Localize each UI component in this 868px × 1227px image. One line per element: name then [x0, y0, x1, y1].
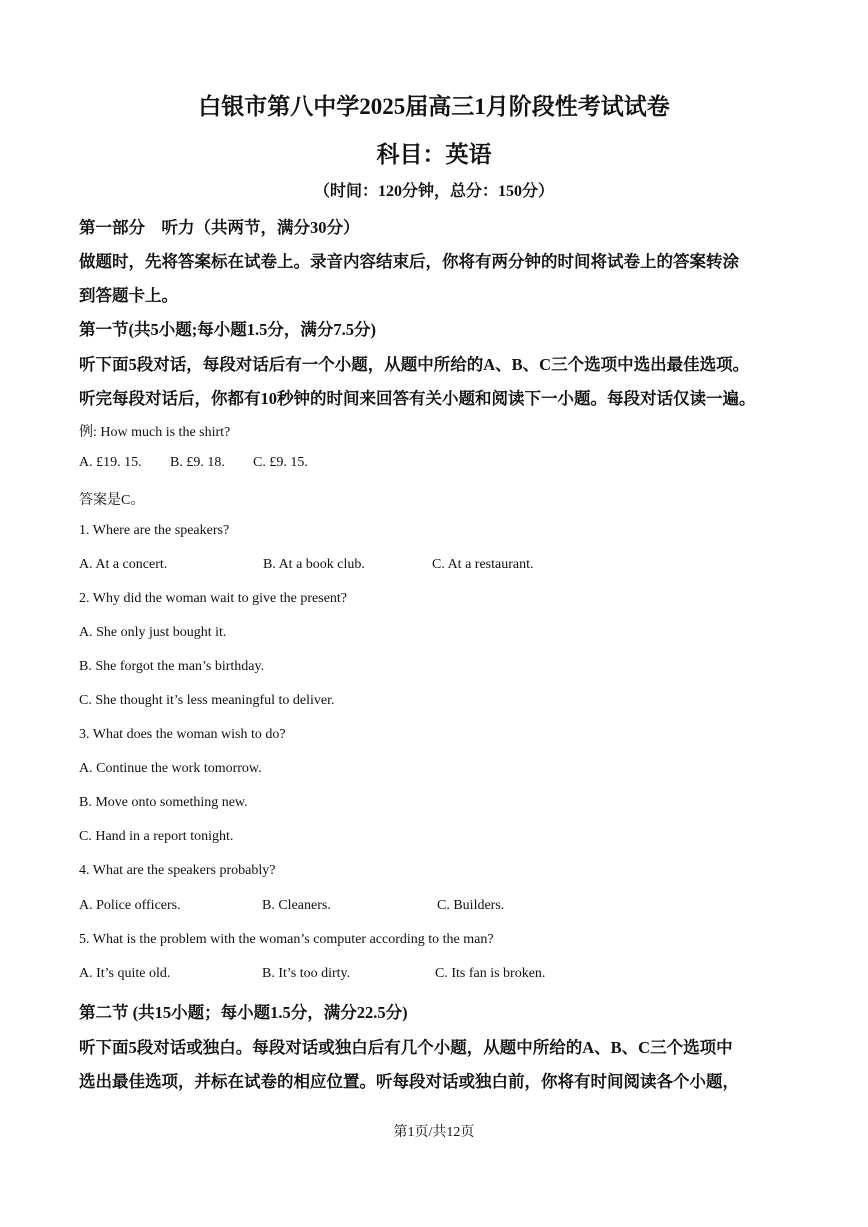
- part1-instructions-line1: 做题时，先将答案标在试卷上。录音内容结束后，你将有两分钟的时间将试卷上的答案转涂: [79, 252, 739, 271]
- question-2: 2. Why did the woman wait to give the present?: [79, 591, 348, 606]
- q1-option-b: B. At a book club.: [263, 557, 365, 572]
- example-question: 例: How much is the shirt?: [79, 425, 231, 440]
- q4-option-a: A. Police officers.: [79, 898, 181, 913]
- question-1: 1. Where are the speakers?: [79, 523, 230, 538]
- q4-option-b: B. Cleaners.: [262, 898, 331, 913]
- q1-option-a: A. At a concert.: [79, 557, 168, 572]
- section2-heading: 第二节 (共15小题；每小题1.5分，满分22.5分): [79, 1003, 408, 1022]
- q2-option-c: C. She thought it’s less meaningful to deliver.: [79, 693, 335, 708]
- q2-option-b: B. She forgot the man’s birthday.: [79, 659, 265, 674]
- page-number: 第1页/共12页: [393, 1125, 475, 1140]
- section1-heading: 第一节(共5小题;每小题1.5分，满分7.5分): [79, 320, 376, 339]
- q3-option-c: C. Hand in a report tonight.: [79, 829, 234, 844]
- section1-instructions-line1: 听下面5段对话，每段对话后有一个小题，从题中所给的A、B、C三个选项中选出最佳选项。: [79, 355, 750, 374]
- q3-option-b: B. Move onto something new.: [79, 795, 248, 810]
- part1-instructions-line2: 到答题卡上。: [79, 286, 178, 305]
- q1-option-c: C. At a restaurant.: [432, 557, 534, 572]
- example-option-c: C. £9. 15.: [253, 455, 308, 470]
- q4-option-c: C. Builders.: [437, 898, 505, 913]
- subject-title: 科目：英语: [376, 142, 492, 167]
- time-info: （时间：120分钟，总分：150分）: [313, 183, 554, 200]
- question-3: 3. What does the woman wish to do?: [79, 727, 286, 742]
- section1-instructions-line2: 听完每段对话后，你都有10秒钟的时间来回答有关小题和阅读下一小题。每段对话仅读一遍。: [79, 389, 756, 408]
- example-option-a: A. £19. 15.: [79, 455, 142, 470]
- section2-instructions-line2: 选出最佳选项，并标在试卷的相应位置。听每段对话或独白前，你将有时间阅读各个小题，: [79, 1072, 739, 1091]
- q3-option-a: A. Continue the work tomorrow.: [79, 761, 262, 776]
- part1-heading: 第一部分 听力（共两节，满分30分）: [79, 218, 360, 237]
- q5-option-b: B. It’s too dirty.: [262, 966, 351, 981]
- question-4: 4. What are the speakers probably?: [79, 863, 276, 878]
- q2-option-a: A. She only just bought it.: [79, 625, 227, 640]
- section2-instructions-line1: 听下面5段对话或独白。每段对话或独白后有几个小题，从题中所给的A、B、C三个选项中: [79, 1038, 733, 1057]
- example-option-b: B. £9. 18.: [170, 455, 225, 470]
- q5-option-a: A. It’s quite old.: [79, 966, 171, 981]
- q5-option-c: C. Its fan is broken.: [435, 966, 546, 981]
- exam-title: 白银市第八中学2025届高三1月阶段性考试试卷: [198, 94, 670, 119]
- example-answer: 答案是C。: [79, 493, 145, 508]
- question-5: 5. What is the problem with the woman’s computer according to the man?: [79, 932, 494, 947]
